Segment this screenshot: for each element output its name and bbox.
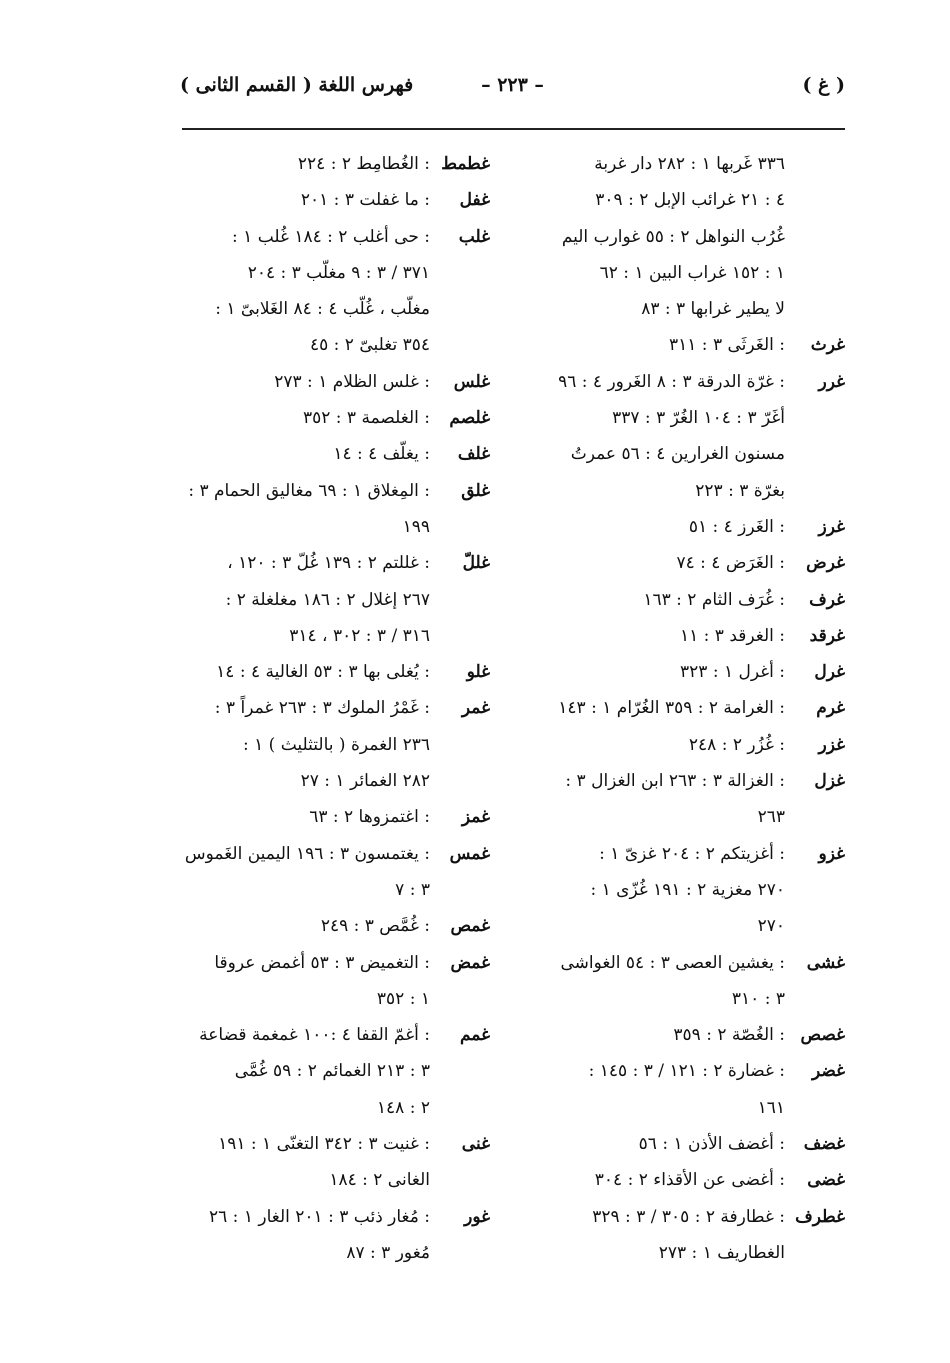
index-entry bbox=[190, 436, 490, 472]
entry-line bbox=[520, 727, 845, 763]
entry-line bbox=[520, 1090, 845, 1126]
index-entry bbox=[190, 364, 490, 400]
index-entry bbox=[520, 654, 845, 690]
entry-line bbox=[190, 654, 490, 690]
entry-root: غرر bbox=[818, 371, 845, 392]
entry-line bbox=[520, 182, 845, 218]
entry-text: ٣٣٦ غَربها ١ : ٢٨٢ دار غربة bbox=[594, 154, 785, 174]
entry-text: ٣ : ٢١٣ الغمائم ٢ : ٥٩ غُمَّى bbox=[234, 1061, 430, 1082]
index-entry bbox=[520, 1017, 845, 1053]
index-entry bbox=[520, 582, 845, 618]
entry-line bbox=[520, 981, 845, 1017]
entry-line bbox=[190, 219, 490, 255]
entry-line bbox=[190, 908, 490, 944]
entry-line bbox=[190, 545, 490, 581]
entry-root: غلب bbox=[458, 226, 490, 247]
entry-line bbox=[520, 799, 845, 835]
entry-text: ٣٧١ / ٣ : ٩ مغلّب ٣ : ٢٠٤ bbox=[247, 262, 430, 283]
page-header bbox=[180, 70, 845, 110]
entry-root: غضف bbox=[803, 1134, 845, 1155]
entry-root: غرث bbox=[810, 335, 845, 356]
entry-text: : يغلّف ٤ : ١٤ bbox=[333, 444, 430, 465]
entry-text: ٢٣٦ الغمرة ( بالتثليث ) ١ : bbox=[243, 734, 430, 755]
entry-root: غمص bbox=[450, 916, 490, 937]
index-entry bbox=[190, 690, 490, 799]
entry-line bbox=[190, 727, 490, 763]
index-entry bbox=[520, 364, 845, 509]
entry-text: ٢٦٣ bbox=[757, 807, 785, 828]
entry-root: غضر bbox=[811, 1061, 845, 1082]
entry-line bbox=[520, 400, 845, 436]
entry-line bbox=[520, 945, 845, 981]
entry-line bbox=[520, 291, 845, 327]
entry-text: : يغشين العصى ٣ : ٥٤ الغواشى bbox=[560, 952, 785, 973]
entry-line bbox=[520, 327, 845, 363]
entry-text: ٣١٦ / ٣ : ٣٠٢ ، ٣١٤ bbox=[289, 625, 430, 646]
index-entry bbox=[190, 400, 490, 436]
entry-line bbox=[520, 1126, 845, 1162]
entry-line bbox=[190, 364, 490, 400]
entry-line bbox=[190, 1053, 490, 1089]
entry-line bbox=[190, 981, 490, 1017]
entry-text: : أغمّ القفا ٤ :١٠٠ غمغمة قضاعة bbox=[199, 1025, 430, 1046]
header-rule bbox=[182, 128, 845, 130]
section-letter: ( غ ) bbox=[802, 74, 845, 96]
entry-text: : أغزيتكم ٢ : ٢٠٤ غزىّ ١ : bbox=[599, 843, 785, 864]
entry-text: : أغضف الأذن ١ : ٥٦ bbox=[638, 1134, 785, 1155]
entry-line bbox=[190, 436, 490, 472]
entry-root: غور bbox=[464, 1206, 490, 1227]
entry-line bbox=[190, 1235, 490, 1271]
entry-line bbox=[520, 1162, 845, 1198]
entry-text: : غلس الظلام ١ : ٢٧٣ bbox=[274, 371, 430, 392]
index-entry bbox=[520, 1199, 845, 1272]
entry-text: : التغميض ٣ : ٥٣ أغمض عروقا bbox=[214, 952, 430, 973]
entry-line bbox=[520, 582, 845, 618]
index-entry bbox=[190, 908, 490, 944]
index-entry bbox=[520, 836, 845, 945]
entry-root: غلصم bbox=[449, 408, 490, 429]
index-entry bbox=[520, 618, 845, 654]
entry-root: غزل bbox=[814, 771, 845, 792]
entry-text: أغَرّ ٣ : ١٠٤ الغُرّ ٣ : ٣٣٧ bbox=[612, 408, 785, 429]
entry-root: غلف bbox=[457, 444, 490, 465]
entry-line bbox=[520, 436, 845, 472]
index-entry bbox=[190, 654, 490, 690]
index-entry bbox=[190, 545, 490, 654]
entry-text: : يغتمسون ٣ : ١٩٦ اليمين الغَموس bbox=[184, 843, 430, 864]
entry-text: : غُرَف الثام ٢ : ١٦٣ bbox=[643, 589, 785, 610]
entry-root: غشى bbox=[806, 952, 845, 973]
entry-text: : غنيت ٣ : ٣٤٢ التغنّى ١ : ١٩١ bbox=[218, 1134, 430, 1155]
entry-line bbox=[520, 545, 845, 581]
entry-line bbox=[190, 291, 490, 327]
index-entry bbox=[520, 1162, 845, 1198]
entry-line bbox=[520, 219, 845, 255]
entry-line bbox=[520, 473, 845, 509]
index-entry bbox=[520, 146, 845, 327]
entry-text: ٢٨٢ الغمائر ١ : ٢٧ bbox=[300, 771, 430, 792]
entry-line bbox=[190, 1162, 490, 1198]
entry-root: غلس bbox=[453, 371, 490, 392]
index-entry bbox=[520, 545, 845, 581]
entry-line bbox=[520, 1235, 845, 1271]
entry-root: غرل bbox=[814, 662, 845, 683]
entry-root: غمم bbox=[459, 1025, 490, 1046]
entry-root: غللّ bbox=[462, 553, 490, 574]
entry-text: : الغَرثَى ٣ : ٣١١ bbox=[668, 335, 785, 356]
entry-text: ١ : ٣٥٢ bbox=[376, 988, 430, 1009]
running-title: فهرس اللغة ( القسم الثانى ) bbox=[180, 74, 414, 96]
entry-line bbox=[190, 327, 490, 363]
entry-text: ١ : ١٥٢ غراب البين ١ : ٦٢ bbox=[599, 262, 785, 283]
entry-root: غفل bbox=[459, 190, 490, 211]
entry-root: غلق bbox=[461, 480, 490, 501]
entry-root: غمس bbox=[449, 843, 490, 864]
entry-root: غمر bbox=[461, 698, 490, 719]
entry-text: ٣ : ٧ bbox=[395, 879, 430, 900]
entry-text: : الغرقد ٣ : ١١ bbox=[679, 625, 785, 646]
entry-text: : يُغلى بها ٣ : ٥٣ الغالية ٤ : ١٤ bbox=[216, 662, 430, 683]
entry-text: ٤ : ٢١ غرائب الإبل ٢ : ٣٠٩ bbox=[595, 190, 785, 211]
entry-line bbox=[520, 364, 845, 400]
entry-line bbox=[190, 618, 490, 654]
entry-line bbox=[190, 763, 490, 799]
entry-root: غطرف bbox=[795, 1206, 845, 1227]
entry-root: غزر bbox=[818, 734, 845, 755]
entry-root: غرز bbox=[818, 516, 845, 537]
entry-root: غمز bbox=[461, 807, 490, 828]
entry-root: غرض bbox=[806, 553, 845, 574]
index-entry bbox=[190, 1199, 490, 1272]
entry-text: ١٩٩ bbox=[402, 516, 430, 537]
entry-text: ٢ : ١٤٨ bbox=[376, 1097, 430, 1118]
entry-text: ٢٧٠ مغزية ٢ : ١٩١ غُزّى ١ : bbox=[590, 879, 785, 900]
entry-text: : الغَرَض ٤ : ٧٤ bbox=[676, 553, 785, 574]
entry-text: مسنون الغرارين ٤ : ٥٦ عمرتُ bbox=[570, 444, 785, 465]
index-entry bbox=[190, 1126, 490, 1199]
index-entry bbox=[190, 182, 490, 218]
entry-line bbox=[520, 509, 845, 545]
entry-line bbox=[190, 799, 490, 835]
entry-line bbox=[190, 945, 490, 981]
index-entry bbox=[520, 690, 845, 726]
index-entry bbox=[190, 1017, 490, 1126]
left-column bbox=[184, 146, 490, 1271]
index-entry bbox=[184, 836, 490, 909]
entry-text: : غرّة الدرقة ٣ : ٨ الغَرور ٤ : ٩٦ bbox=[558, 371, 785, 392]
entry-line bbox=[520, 763, 845, 799]
entry-text: : الغرامة ٢ : ٣٥٩ الغُرّام ١ : ١٤٣ bbox=[558, 698, 785, 719]
entry-line bbox=[190, 146, 490, 182]
entry-root: غنى bbox=[461, 1134, 490, 1155]
index-entry bbox=[190, 945, 490, 1018]
entry-text: ٢٧٠ bbox=[757, 916, 785, 937]
entry-root: غرقد bbox=[809, 625, 845, 646]
index-entry bbox=[190, 146, 490, 182]
entry-line bbox=[190, 400, 490, 436]
entry-text: مُغور ٣ : ٨٧ bbox=[346, 1242, 430, 1263]
entry-text: : غضارة ٢ : ١٢١ / ٣ : ١٤٥ : bbox=[588, 1061, 785, 1082]
entry-text: لا يطير غرابها ٣ : ٨٣ bbox=[641, 299, 785, 320]
entry-root: غمض bbox=[450, 952, 490, 973]
entry-line bbox=[190, 872, 490, 908]
entry-text: : حى أغلب ٢ : ١٨٤ غُلب ١ : bbox=[232, 226, 430, 247]
entry-text: ٢٦٧ إغلال ٢ : ١٨٦ مغلغلة ٢ : bbox=[225, 589, 430, 610]
page-number: – ٢٢٣ – bbox=[481, 74, 544, 96]
entry-text: : اغتمزوها ٢ : ٦٣ bbox=[309, 807, 430, 828]
entry-line bbox=[190, 182, 490, 218]
entry-text: : الغلصمة ٣ : ٣٥٢ bbox=[302, 408, 430, 429]
entry-line bbox=[520, 1017, 845, 1053]
entry-text: : الغُصّة ٢ : ٣٥٩ bbox=[673, 1025, 785, 1046]
entry-text: : غللتم ٢ : ١٣٩ غُلّ ٣ : ١٢٠ ، bbox=[227, 553, 430, 574]
entry-text: : مُغار ذئب ٣ : ٢٠١ الغار ١ : ٢٦ bbox=[209, 1206, 430, 1227]
index-entry bbox=[520, 1053, 845, 1126]
entry-text: : أغضى عن الأقذاء ٢ : ٣٠٤ bbox=[594, 1170, 785, 1191]
entry-line bbox=[190, 1126, 490, 1162]
entry-text: ١٦١ bbox=[757, 1097, 785, 1118]
entry-line bbox=[520, 908, 845, 944]
entry-text: : الغُطامِط ٢ : ٢٢٤ bbox=[297, 154, 430, 174]
entry-text: : المِغلاق ١ : ٦٩ مغاليق الحمام ٣ : bbox=[188, 480, 430, 501]
entry-line bbox=[520, 1199, 845, 1235]
entry-root: غلو bbox=[466, 662, 490, 683]
entry-line bbox=[190, 1017, 490, 1053]
entry-text: مغلّب ، غُلّب ٤ : ٨٤ الغَلابىّ ١ : bbox=[215, 299, 430, 320]
entry-root: غصص bbox=[800, 1025, 845, 1046]
index-entry bbox=[520, 509, 845, 545]
entry-root: غطمط bbox=[441, 154, 490, 174]
entry-line bbox=[520, 255, 845, 291]
entry-text: الغانى ٢ : ١٨٤ bbox=[329, 1170, 430, 1191]
entry-text: : غُمَّص ٣ : ٢٤٩ bbox=[320, 916, 430, 937]
index-entry bbox=[520, 945, 845, 1018]
entry-line bbox=[520, 146, 845, 182]
index-entry bbox=[520, 727, 845, 763]
index-entry bbox=[190, 473, 490, 546]
entry-text: : الغزالة ٣ : ٢٦٣ ابن الغزال ٣ : bbox=[565, 771, 785, 792]
entry-text: ٣٥٤ تغلبىّ ٢ : ٤٥ bbox=[309, 335, 430, 356]
entry-line bbox=[520, 690, 845, 726]
entry-root: غرف bbox=[809, 589, 845, 610]
entry-line bbox=[190, 473, 490, 509]
entry-line bbox=[190, 255, 490, 291]
entry-text: ٣ : ٣١٠ bbox=[731, 988, 785, 1009]
entry-line bbox=[520, 618, 845, 654]
entry-line bbox=[184, 836, 490, 872]
index-entry bbox=[190, 219, 490, 364]
entry-text: : غُزُر ٢ : ٢٤٨ bbox=[688, 734, 785, 755]
entry-line bbox=[190, 509, 490, 545]
entry-text: : أغرل ١ : ٣٢٣ bbox=[680, 662, 785, 683]
entry-line bbox=[520, 1053, 845, 1089]
entry-root: غرم bbox=[816, 698, 845, 719]
entry-root: غزو bbox=[818, 843, 845, 864]
entry-line bbox=[520, 836, 845, 872]
entry-line bbox=[520, 654, 845, 690]
index-entry bbox=[520, 327, 845, 363]
entry-line bbox=[190, 1090, 490, 1126]
index-entry bbox=[190, 799, 490, 835]
entry-line bbox=[520, 872, 845, 908]
entry-root: غضى bbox=[807, 1170, 845, 1191]
entry-text: الغطاريف ١ : ٢٧٣ bbox=[658, 1242, 785, 1263]
entry-text: : الغَرز ٤ : ٥١ bbox=[688, 516, 785, 537]
index-entry bbox=[520, 763, 845, 836]
entry-line bbox=[190, 582, 490, 618]
entry-text: بغرّة ٣ : ٢٢٣ bbox=[695, 480, 785, 501]
entry-text: غُرُب النواهل ٢ : ٥٥ غوارب اليم bbox=[561, 226, 785, 247]
entry-line bbox=[190, 1199, 490, 1235]
entry-line bbox=[190, 690, 490, 726]
index-entry bbox=[520, 1126, 845, 1162]
entry-text: : غطارفة ٢ : ٣٠٥ / ٣ : ٣٢٩ bbox=[592, 1206, 785, 1227]
entry-text: : ما غفلت ٣ : ٢٠١ bbox=[300, 190, 430, 211]
entry-text: : غَمْرُ الملوك ٣ : ٢٦٣ غمراً ٣ : bbox=[214, 698, 430, 719]
right-column bbox=[520, 146, 845, 1271]
